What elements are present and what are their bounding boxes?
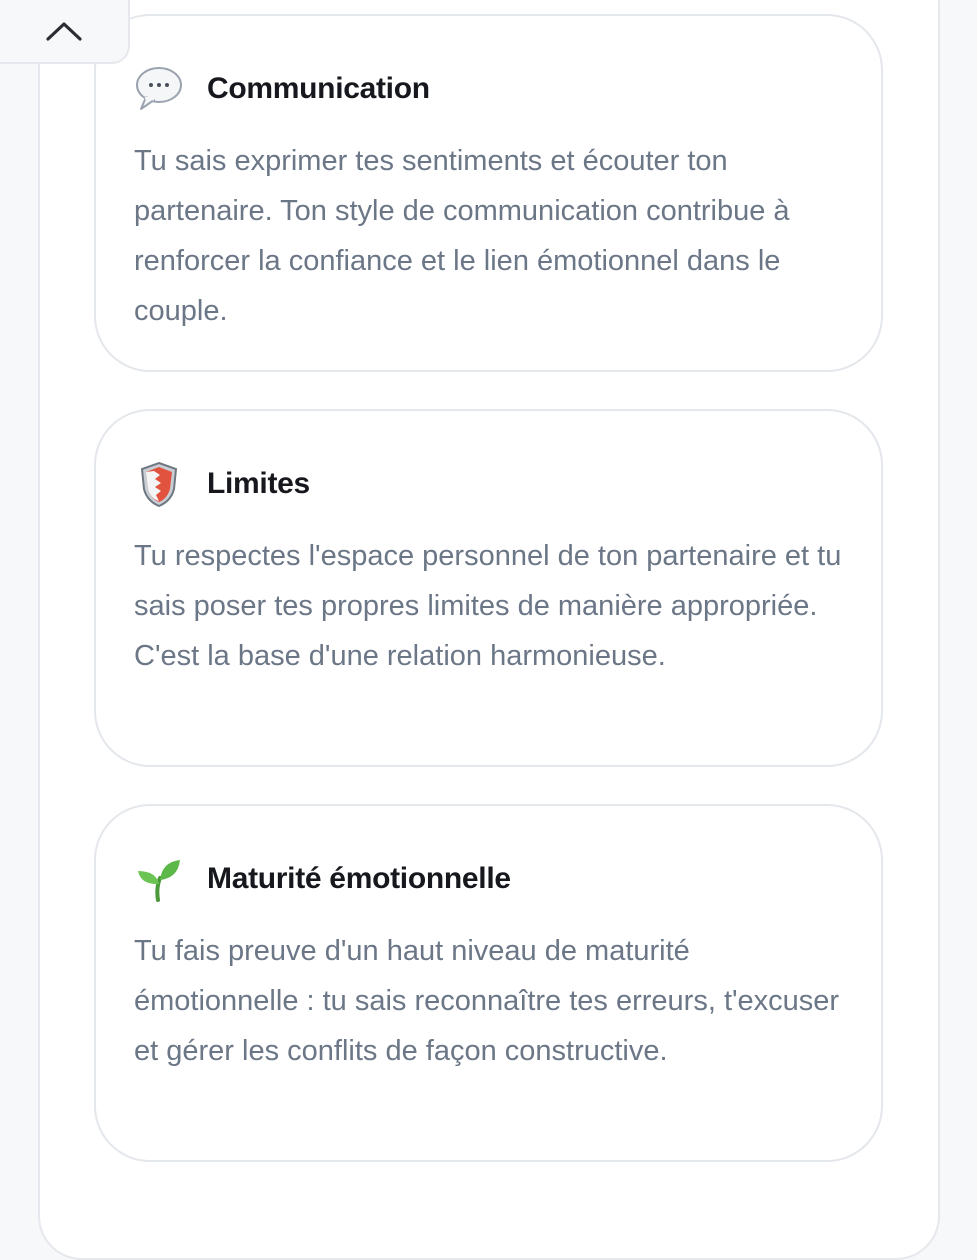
card-title: Limites xyxy=(207,467,310,500)
card-description: Tu respectes l'espace personnel de ton partenaire et tu sais poser tes propres limites de manière appropriée. C'est la base d'une relation harmonieuse. xyxy=(134,540,842,672)
collapse-button[interactable] xyxy=(0,0,130,64)
card-maturite-emotionnelle xyxy=(94,804,883,1162)
card-title: Communication xyxy=(207,72,430,105)
card-header xyxy=(134,854,511,904)
card-title: Maturité émotionnelle xyxy=(207,862,511,895)
speech-balloon-icon xyxy=(134,64,184,114)
card-communication xyxy=(94,14,883,372)
shield-icon xyxy=(134,459,184,509)
card-header xyxy=(134,64,430,114)
card-header xyxy=(134,459,310,509)
chevron-up-icon xyxy=(44,19,84,43)
card-description: Tu fais preuve d'un haut niveau de maturité émotionnelle : tu sais reconnaître tes erreurs, t'excuser et gérer les conflits de façon constructive. xyxy=(134,935,840,1067)
seedling-icon xyxy=(134,854,184,904)
card-description: Tu sais exprimer tes sentiments et écouter ton partenaire. Ton style de communication contribue à renforcer la confiance et le lien émotionnel dans le couple. xyxy=(134,145,790,327)
card-limites xyxy=(94,409,883,767)
